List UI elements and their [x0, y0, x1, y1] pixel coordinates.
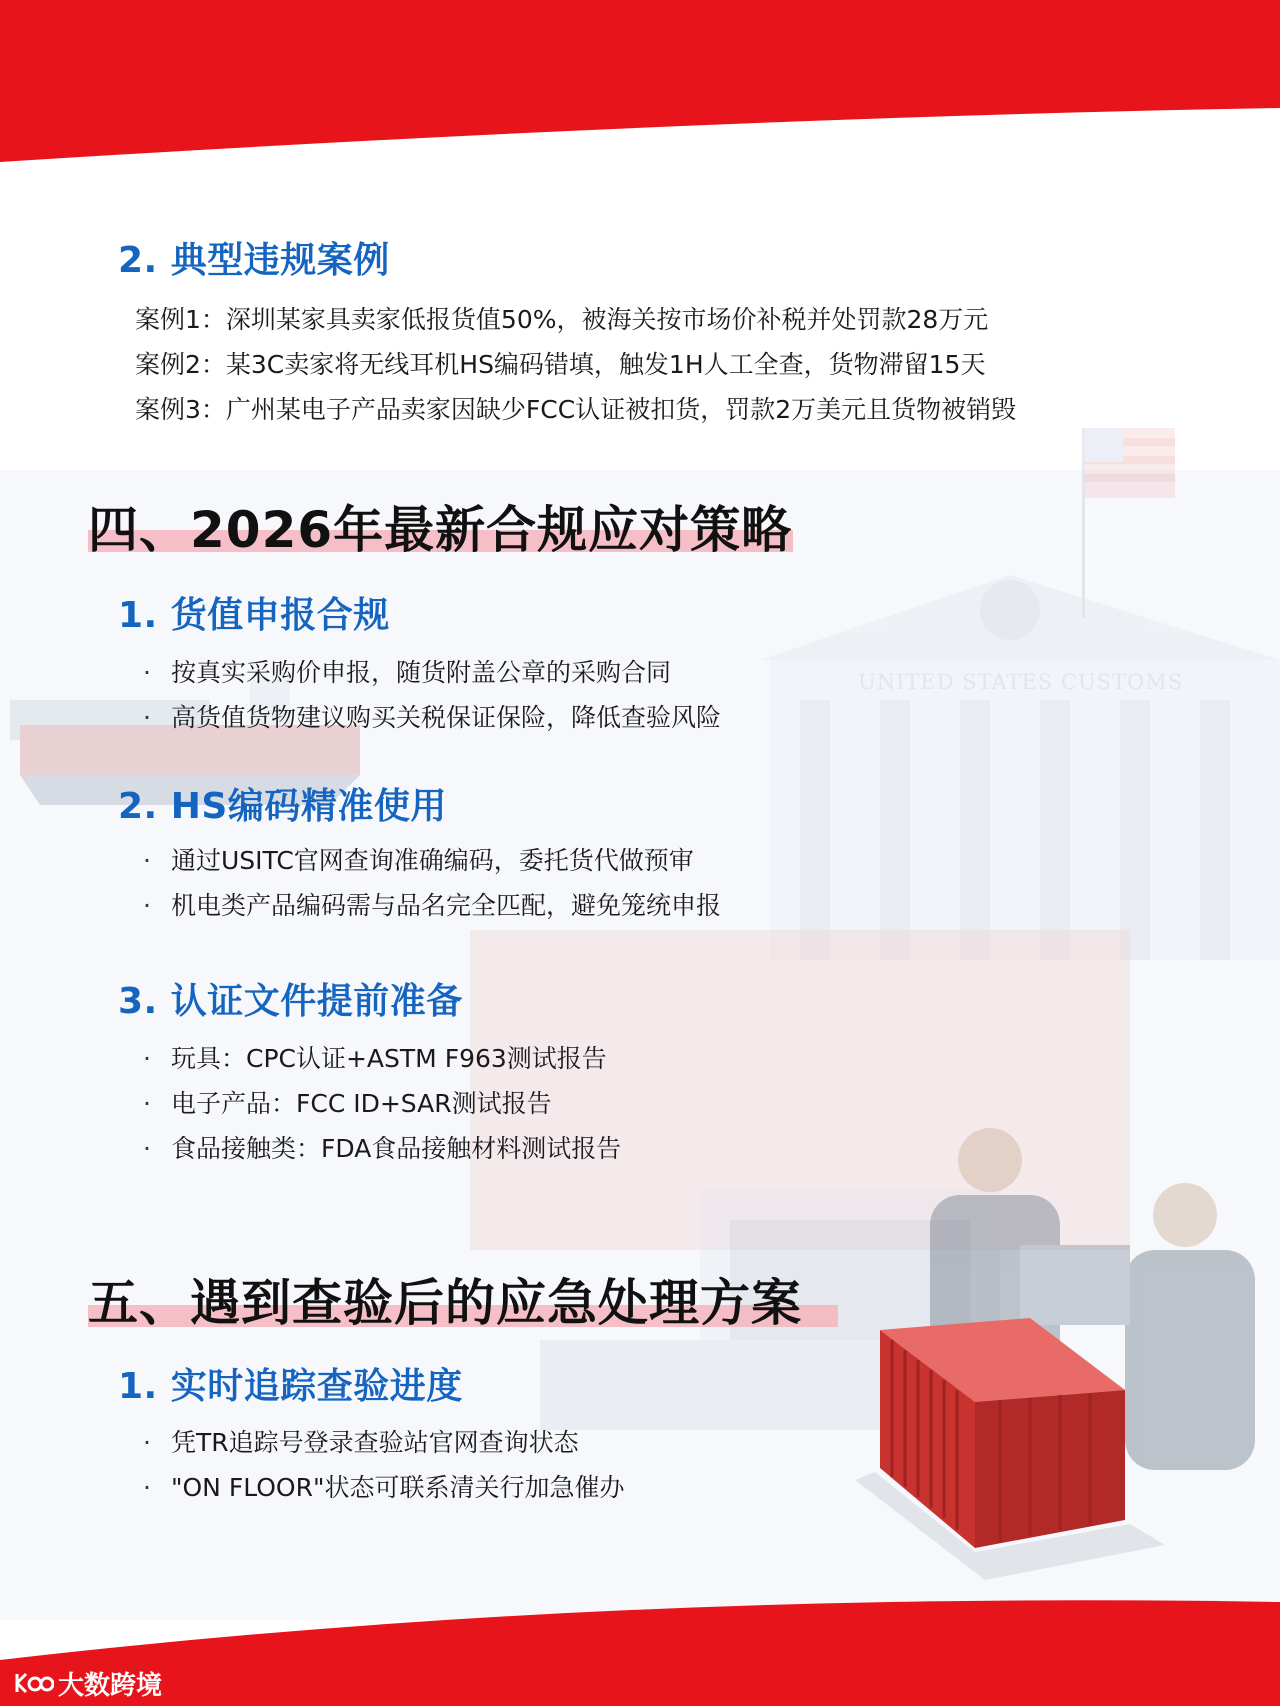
bullet-list: [143, 1420, 624, 1510]
list-item: · 玩具：CPC认证+ASTM F963测试报告: [143, 1036, 621, 1081]
section-heading-5: 五、遇到查验后的应急处理方案: [88, 1274, 802, 1332]
list-item: · "ON FLOOR"状态可联系清关行加急催办: [143, 1465, 624, 1510]
brand-name: 大数跨境: [58, 1671, 163, 1701]
building-sign-text: UNITED STATES CUSTOMS: [858, 670, 1184, 694]
case-list: [135, 297, 1016, 432]
list-item: 案例1：深圳某家具卖家低报货值50%，被海关按市场价补税并处罚款28万元: [135, 305, 989, 334]
bullet-list: [143, 1036, 621, 1171]
sub-heading-tracking: 1. 实时追踪查验进度: [118, 1366, 463, 1407]
bullet: ·: [143, 1044, 151, 1073]
brand-watermark: [14, 1665, 162, 1703]
sub-heading-hs-code: 2. HS编码精准使用: [118, 786, 447, 827]
brand-logo-icon: [14, 1670, 54, 1703]
sub-heading-value-declaration: 1. 货值申报合规: [118, 595, 390, 636]
list-item: · 食品接触类：FDA食品接触材料测试报告: [143, 1126, 621, 1171]
bullet: ·: [143, 1134, 151, 1163]
list-item: · 按真实采购价申报，随货附盖公章的采购合同: [143, 650, 721, 695]
list-item: · 高货值货物建议购买关税保证保险，降低查验风险: [143, 695, 721, 740]
bullet: ·: [143, 891, 151, 920]
sub-heading-typical-cases: 2. 典型违规案例: [118, 240, 390, 281]
bullet: ·: [143, 658, 151, 687]
bullet-list: [143, 650, 721, 740]
list-item: 案例2：某3C卖家将无线耳机HS编码错填，触发1H人工全查，货物滞留15天: [135, 350, 986, 379]
list-item: · 机电类产品编码需与品名完全匹配，避免笼统申报: [143, 883, 721, 928]
bullet-list: [143, 838, 721, 928]
bullet: ·: [143, 703, 151, 732]
list-item: · 电子产品：FCC ID+SAR测试报告: [143, 1081, 621, 1126]
list-item: · 通过USITC官网查询准确编码，委托货代做预审: [143, 838, 721, 883]
sub-heading-certification: 3. 认证文件提前准备: [118, 981, 463, 1022]
bullet: ·: [143, 1428, 151, 1457]
bullet: ·: [143, 1473, 151, 1502]
list-item: 案例3：广州某电子产品卖家因缺少FCC认证被扣货，罚款2万美元且货物被销毁: [135, 395, 1017, 424]
section-heading-4: 四、2026年最新合规应对策略: [88, 501, 793, 559]
list-item: · 凭TR追踪号登录查验站官网查询状态: [143, 1420, 624, 1465]
bullet: ·: [143, 846, 151, 875]
bullet: ·: [143, 1089, 151, 1118]
